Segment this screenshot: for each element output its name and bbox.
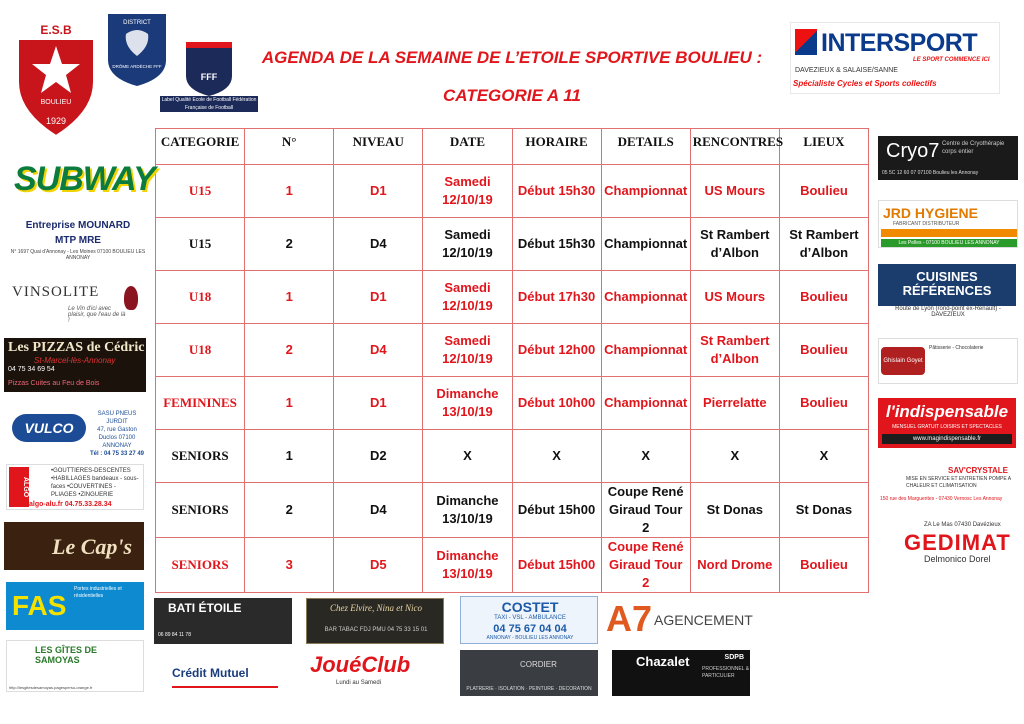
cell-num: 3 (245, 538, 334, 593)
cell-horaire: Début 15h00 (512, 538, 601, 593)
chazalet-sponsor: Chazalet SDPB PROFESSIONNEL & PARTICULIER (612, 650, 750, 696)
cell-lieux: St Donas (779, 483, 868, 538)
cell-lieux: Boulieu (779, 271, 868, 324)
intersport-flag-icon (795, 29, 817, 55)
cell-details: X (601, 430, 690, 483)
cell-num: 1 (245, 430, 334, 483)
indispensable-sponsor: l'indispensable MENSUEL GRATUIT LOISIRS ET SPECTACLES www.magindispensable.fr (878, 398, 1016, 448)
credit-mutuel-sponsor: Crédit Mutuel (154, 654, 292, 694)
cell-rencontres: Nord Drome (690, 538, 779, 593)
cryo7-sponsor: Cryo7 Centre de Cryothérapie corps entier 05 5C 12 60 07 07100 Boulieu les Annonay (878, 136, 1018, 180)
cell-date: Dimanche 13/10/19 (423, 377, 512, 430)
cell-num: 1 (245, 377, 334, 430)
jrd-hygiene-sponsor: JRD HYGIENE FABRICANT DISTRIBUTEUR Les Pelles - 07100 BOULIEU LES ANNONAY (878, 200, 1018, 248)
cell-lieux: Boulieu (779, 165, 868, 218)
header-lieux: LIEUX (779, 129, 868, 165)
cell-horaire: Début 15h00 (512, 483, 601, 538)
cell-rencontres: X (690, 430, 779, 483)
cell-num: 2 (245, 324, 334, 377)
ghislain-goyet-sponsor: Ghislain Goyet Pâtisserie - Chocolaterie (878, 338, 1018, 384)
cell-date: Dimanche 13/10/19 (423, 483, 512, 538)
cell-niveau: D5 (334, 538, 423, 593)
cell-date: Dimanche 13/10/19 (423, 538, 512, 593)
header-rencontres: RENCONTRES (690, 129, 779, 165)
cell-lieux: Boulieu (779, 538, 868, 593)
cell-niveau: D2 (334, 430, 423, 483)
cell-horaire: Début 10h00 (512, 377, 601, 430)
cell-rencontres: St Rambert d’Albon (690, 218, 779, 271)
cell-rencontres: US Mours (690, 271, 779, 324)
cell-lieux: Boulieu (779, 324, 868, 377)
a7-agencement-sponsor: A7 AGENCEMENT (606, 598, 753, 639)
fas-sponsor: FAS Portes industrielles et résidentielles (6, 582, 144, 630)
joueclub-sponsor: JouéClub Lundi au Samedi (310, 652, 411, 686)
cell-niveau: D4 (334, 483, 423, 538)
cuisines-address: Route de Lyon (rond-point ex-Renault) - DAVEZIEUX (895, 306, 1001, 318)
page-title: AGENDA DE LA SEMAINE DE L’ETOILE SPORTIVE BOULIEU : (261, 48, 763, 67)
esb-logo-text: E.S.B (40, 23, 72, 37)
cell-date: Samedi 12/10/19 (423, 324, 512, 377)
cell-categorie: SENIORS (156, 483, 245, 538)
cell-niveau: D1 (334, 271, 423, 324)
table-row (156, 538, 869, 593)
header-details: DETAILS (601, 129, 690, 165)
table-row (156, 218, 869, 271)
cell-horaire: Début 12h00 (512, 324, 601, 377)
schedule-table (155, 128, 869, 593)
header-horaire: HORAIRE (512, 129, 601, 165)
bar-tabac-sponsor: Chez Elvire, Nina et Nico BAR TABAC FDJ PMU 04 75 33 15 01 (306, 598, 444, 644)
cordier-sponsor: CORDIER PLATRERIE · ISOLATION · PEINTURE · DECORATION (460, 650, 598, 696)
page-subtitle: CATEGORIE A 11 (443, 86, 581, 105)
svg-text:DRÔME ARDÈCHE FFF: DRÔME ARDÈCHE FFF (112, 64, 162, 69)
cell-date: Samedi 12/10/19 (423, 218, 512, 271)
cell-horaire: X (512, 430, 601, 483)
table-row (156, 483, 869, 538)
subway-sponsor: SUBWAY (14, 160, 155, 198)
cell-niveau: D4 (334, 218, 423, 271)
cell-details: Coupe René Giraud Tour 2 (601, 483, 690, 538)
cell-num: 2 (245, 218, 334, 271)
cell-details: Coupe René Giraud Tour 2 (601, 538, 690, 593)
esb-club-logo (14, 12, 98, 138)
cell-categorie: SENIORS (156, 538, 245, 593)
table-row (156, 377, 869, 430)
algo-sponsor: ALGO •GOUTTIERES-DESCENTES •HABILLAGES bandeaux - sous-faces •COUVERTINES - PLIAGES •ZINGUERIE www.algo-alu.fr 04.75.33.28.34 (6, 464, 144, 510)
cell-categorie: SENIORS (156, 430, 245, 483)
district-logo (106, 12, 168, 88)
svg-text:1929: 1929 (45, 116, 67, 126)
cell-details: Championnat (601, 218, 690, 271)
cell-niveau: D1 (334, 377, 423, 430)
gites-sponsor: LES GÎTES DE SAMOYAS http://lesgitesdesamoyas.pagesperso-orange.fr (6, 640, 144, 692)
fff-shield-icon (160, 40, 258, 96)
bati-etoile-sponsor: BATI ÉTOILE 06 89 84 11 78 (154, 598, 292, 644)
header-niveau: NIVEAU (334, 129, 423, 165)
table-row (156, 324, 869, 377)
fff-label-text: Label Qualité Ecole de Football Fédération Française de Football (161, 97, 257, 111)
cell-categorie: U18 (156, 324, 245, 377)
table-header-row (156, 129, 869, 165)
svg-text:FFF: FFF (200, 72, 218, 82)
header-categorie: CATEGORIE (156, 129, 245, 165)
costet-sponsor: COSTET TAXI - VSL - AMBULANCE 04 75 67 04 04 ANNONAY - BOULIEU LES ANNONAY (460, 596, 598, 644)
cell-num: 1 (245, 271, 334, 324)
cell-niveau: D4 (334, 324, 423, 377)
cell-lieux: St Rambert d’Albon (779, 218, 868, 271)
table-row (156, 165, 869, 218)
cell-lieux: Boulieu (779, 377, 868, 430)
cell-details: Championnat (601, 324, 690, 377)
vinsolite-sponsor: VINSOLITE Le Vin d'ici avec plaisir, que l'eau de là ! (8, 282, 146, 328)
caps-sponsor: Le Cap's (4, 522, 144, 570)
table-row (156, 430, 869, 483)
cuisines-references-sponsor: CUISINES RÉFÉRENCES (878, 264, 1016, 306)
cell-num: 2 (245, 483, 334, 538)
cell-horaire: Début 17h30 (512, 271, 601, 324)
header-numero: N° (245, 129, 334, 165)
mounard-sponsor: Entreprise MOUNARD MTP MRE N° 1697 Quai d'Annonay - Les Moines 07100 BOULIEU LES ANNONAY (10, 220, 146, 261)
cell-rencontres: US Mours (690, 165, 779, 218)
cell-date: Samedi 12/10/19 (423, 165, 512, 218)
cell-date: X (423, 430, 512, 483)
cell-details: Championnat (601, 271, 690, 324)
cell-details: Championnat (601, 165, 690, 218)
svg-text:DISTRICT: DISTRICT (123, 20, 151, 26)
vulco-sponsor: VULCO SASU PNEUS JURDIT 47, rue Gaston Duclos 07100 ANNONAY Tél : 04 75 33 27 49 (8, 408, 146, 448)
cell-categorie: U18 (156, 271, 245, 324)
table-row (156, 271, 869, 324)
cell-rencontres: St Donas (690, 483, 779, 538)
savcrystale-sponsor: SAV'CRYSTALE MISE EN SERVICE ET ENTRETIEN POMPE A CHALEUR ET CLIMATISATION 150 rue des Marguerites - 07430 Vernosc Les Annonay (880, 466, 1011, 502)
header-date: DATE (423, 129, 512, 165)
cell-categorie: U15 (156, 218, 245, 271)
pizzas-sponsor: Les PIZZAS de Cédric St-Marcel-lès-Annonay 04 75 34 69 54 Pizzas Cuites au Feu de Bois (4, 338, 146, 392)
cell-horaire: Début 15h30 (512, 165, 601, 218)
cell-rencontres: Pierrelatte (690, 377, 779, 430)
intersport-sponsor: INTERSPORT LE SPORT COMMENCE ICI DAVEZIEUX & SALAISE/SANNE Spécialiste Cycles et Sports collectifs (790, 22, 1000, 94)
cell-categorie: U15 (156, 165, 245, 218)
fff-label-logo (160, 40, 258, 114)
gedimat-sponsor: ZA Le Mas 07430 Davézieux GEDIMAT Delmonico Dorel (904, 522, 1011, 564)
cell-details: Championnat (601, 377, 690, 430)
cell-num: 1 (245, 165, 334, 218)
cell-lieux: X (779, 430, 868, 483)
svg-text:BOULIEU: BOULIEU (40, 99, 72, 106)
cell-horaire: Début 15h30 (512, 218, 601, 271)
cell-date: Samedi 12/10/19 (423, 271, 512, 324)
cell-categorie: FEMININES (156, 377, 245, 430)
cell-rencontres: St Rambert d’Albon (690, 324, 779, 377)
cell-niveau: D1 (334, 165, 423, 218)
